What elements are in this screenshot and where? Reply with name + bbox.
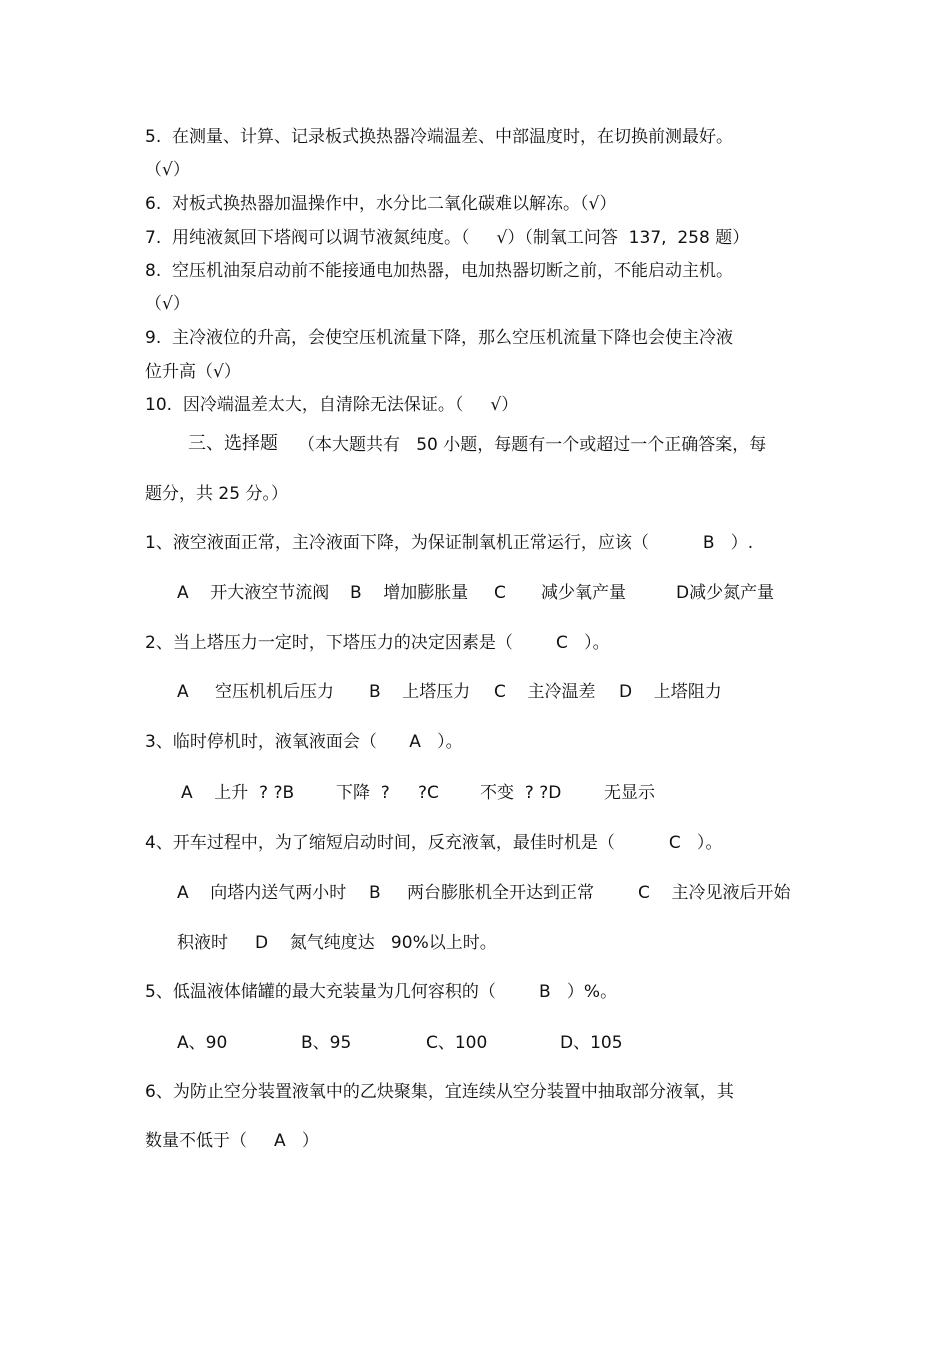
question-1-option-c: C — [494, 583, 506, 603]
section3-desc: （本大题共有 50 小题，每题有一个或超过一个正确答案，每 — [298, 435, 767, 455]
judgment-item-6: 6. 对板式换热器加温操作中，水分比二氧化碳难以解冻。（√） — [145, 194, 617, 214]
question-5-stem: 5、低温液体储罐的最大充装量为几何容积的（ B ）%。 — [145, 982, 618, 1002]
question-5-option-a: A、90 — [177, 1033, 228, 1053]
question-2-option-a-text: 空压机机后压力 — [215, 682, 334, 702]
question-4-option-b: B — [369, 883, 381, 903]
judgment-item-5-answer: （√） — [145, 160, 190, 180]
question-1-option-a: A 开大液空节流阀 — [177, 583, 330, 603]
question-5-option-d: D、105 — [560, 1033, 623, 1053]
question-4-option-c: C 主冷见液后开始 — [638, 883, 791, 903]
section3-heading: 三、选择题 — [188, 433, 278, 454]
question-5-option-c: C、100 — [426, 1033, 488, 1053]
question-3-option-c: ?C — [418, 783, 439, 803]
question-4-stem: 4、开车过程中，为了缩短启动时间，反充液氧，最佳时机是（ C ）。 — [145, 833, 723, 853]
judgment-item-9-cont: 位升高（√） — [145, 362, 241, 382]
question-2-option-d: D 上塔阻力 — [619, 682, 722, 702]
question-2-stem: 2、当上塔压力一定时，下塔压力的决定因素是（ C ）。 — [145, 633, 610, 653]
question-1-stem: 1、液空液面正常，主冷液面下降，为保证制氧机正常运行，应该（ B ）. — [145, 533, 754, 553]
judgment-item-5: 5. 在测量、计算、记录板式换热器冷端温差、中部温度时，在切换前测最好。 — [145, 127, 734, 147]
question-4-option-cont: 积液时 D 氮气纯度达 90%以上时。 — [177, 933, 497, 953]
question-2-option-a: A — [177, 682, 189, 702]
question-2-option-c: C 主冷温差 — [494, 682, 596, 702]
judgment-item-10: 10. 因冷端温差太大，自清除无法保证。（ √） — [145, 395, 519, 415]
judgment-item-7: 7. 用纯液氮回下塔阀可以调节液氮纯度。（ √）（制氧工问答 137, 258 题） — [145, 228, 750, 248]
question-6-stem: 6、为防止空分装置液氧中的乙炔聚集，宜连续从空分装置中抽取部分液氧，其 — [145, 1082, 734, 1102]
section3-desc-cont: 题分，共 25 分。） — [145, 484, 288, 504]
question-4-option-a: A 向塔内送气两小时 — [177, 883, 347, 903]
judgment-item-8: 8. 空压机油泵启动前不能接通电加热器，电加热器切断之前，不能启动主机。 — [145, 261, 734, 281]
question-3-option-b: 下降 ? — [336, 783, 390, 803]
question-5-option-b: B、95 — [301, 1033, 352, 1053]
judgment-item-9: 9. 主冷液位的升高，会使空压机流量下降，那么空压机流量下降也会使主冷液 — [145, 328, 734, 348]
question-3-stem: 3、临时停机时，液氧液面会（ A ）。 — [145, 732, 463, 752]
question-3-option-c-text: 不变 ? ?D — [480, 783, 562, 803]
question-4-option-b-text: 两台膨胀机全开达到正常 — [407, 883, 594, 903]
question-1-option-b: B 增加膨胀量 — [350, 583, 469, 603]
question-3-option-d: 无显示 — [604, 783, 655, 803]
question-6-stem-cont: 数量不低于（ A ） — [145, 1131, 319, 1151]
question-2-option-b: B 上塔压力 — [369, 682, 471, 702]
question-1-option-c-text: 减少氧产量 — [541, 583, 626, 603]
question-3-option-a: A 上升 ? ?B — [181, 783, 295, 803]
judgment-item-8-answer: （√） — [145, 294, 190, 314]
question-1-option-d: D减少氮产量 — [676, 583, 775, 603]
